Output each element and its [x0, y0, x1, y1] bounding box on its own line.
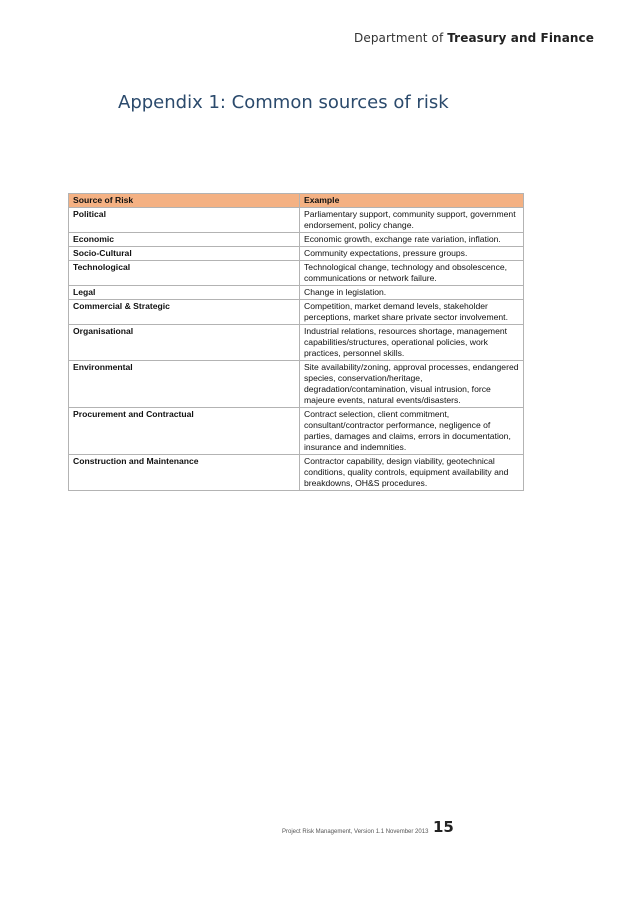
risk-example-cell: Parliamentary support, community support, government endorsement, policy change.	[300, 208, 524, 233]
risk-source-cell: Procurement and Contractual	[69, 408, 300, 455]
risk-sources-table	[68, 193, 524, 491]
table-row	[69, 300, 524, 325]
risk-source-cell: Socio-Cultural	[69, 247, 300, 261]
page-number: 15	[433, 818, 454, 836]
risk-example-cell: Competition, market demand levels, stakeholder perceptions, market share private sector involvement.	[300, 300, 524, 325]
table-row	[69, 408, 524, 455]
risk-example-cell: Change in legislation.	[300, 286, 524, 300]
risk-source-cell: Commercial & Strategic	[69, 300, 300, 325]
risk-example-cell: Industrial relations, resources shortage, management capabilities/structures, operational policies, work practices, personnel skills.	[300, 325, 524, 361]
table-row	[69, 208, 524, 233]
risk-example-cell: Economic growth, exchange rate variation, inflation.	[300, 233, 524, 247]
risk-example-cell: Site availability/zoning, approval processes, endangered species, conservation/heritage, degradation/contamination, visual intrusion, force majeure events, natural events/disasters.	[300, 361, 524, 408]
page-title: Appendix 1: Common sources of risk	[118, 92, 449, 113]
risk-source-cell: Technological	[69, 261, 300, 286]
risk-source-cell: Organisational	[69, 325, 300, 361]
table-row	[69, 261, 524, 286]
risk-example-cell: Community expectations, pressure groups.	[300, 247, 524, 261]
table-row	[69, 233, 524, 247]
department-header-prefix: Department of	[354, 31, 448, 45]
risk-source-cell: Construction and Maintenance	[69, 455, 300, 491]
table-row	[69, 286, 524, 300]
column-header-example: Example	[300, 194, 524, 208]
table-row	[69, 455, 524, 491]
department-header-name: Treasury and Finance	[447, 31, 594, 45]
risk-source-cell: Environmental	[69, 361, 300, 408]
table-header-row	[69, 194, 524, 208]
risk-source-cell: Political	[69, 208, 300, 233]
risk-example-cell: Contract selection, client commitment, consultant/contractor performance, negligence of parties, damages and claims, errors in documentation, insurance and indemnities.	[300, 408, 524, 455]
footer-document-info: Project Risk Management, Version 1.1 November 2013	[282, 829, 429, 835]
risk-source-cell: Economic	[69, 233, 300, 247]
risk-example-cell: Contractor capability, design viability, geotechnical conditions, quality controls, equipment availability and breakdowns, OH&S procedures.	[300, 455, 524, 491]
table-row	[69, 361, 524, 408]
table-row	[69, 247, 524, 261]
risk-example-cell: Technological change, technology and obsolescence, communications or network failure.	[300, 261, 524, 286]
department-header	[354, 31, 594, 45]
column-header-source: Source of Risk	[69, 194, 300, 208]
risk-source-cell: Legal	[69, 286, 300, 300]
table-row	[69, 325, 524, 361]
